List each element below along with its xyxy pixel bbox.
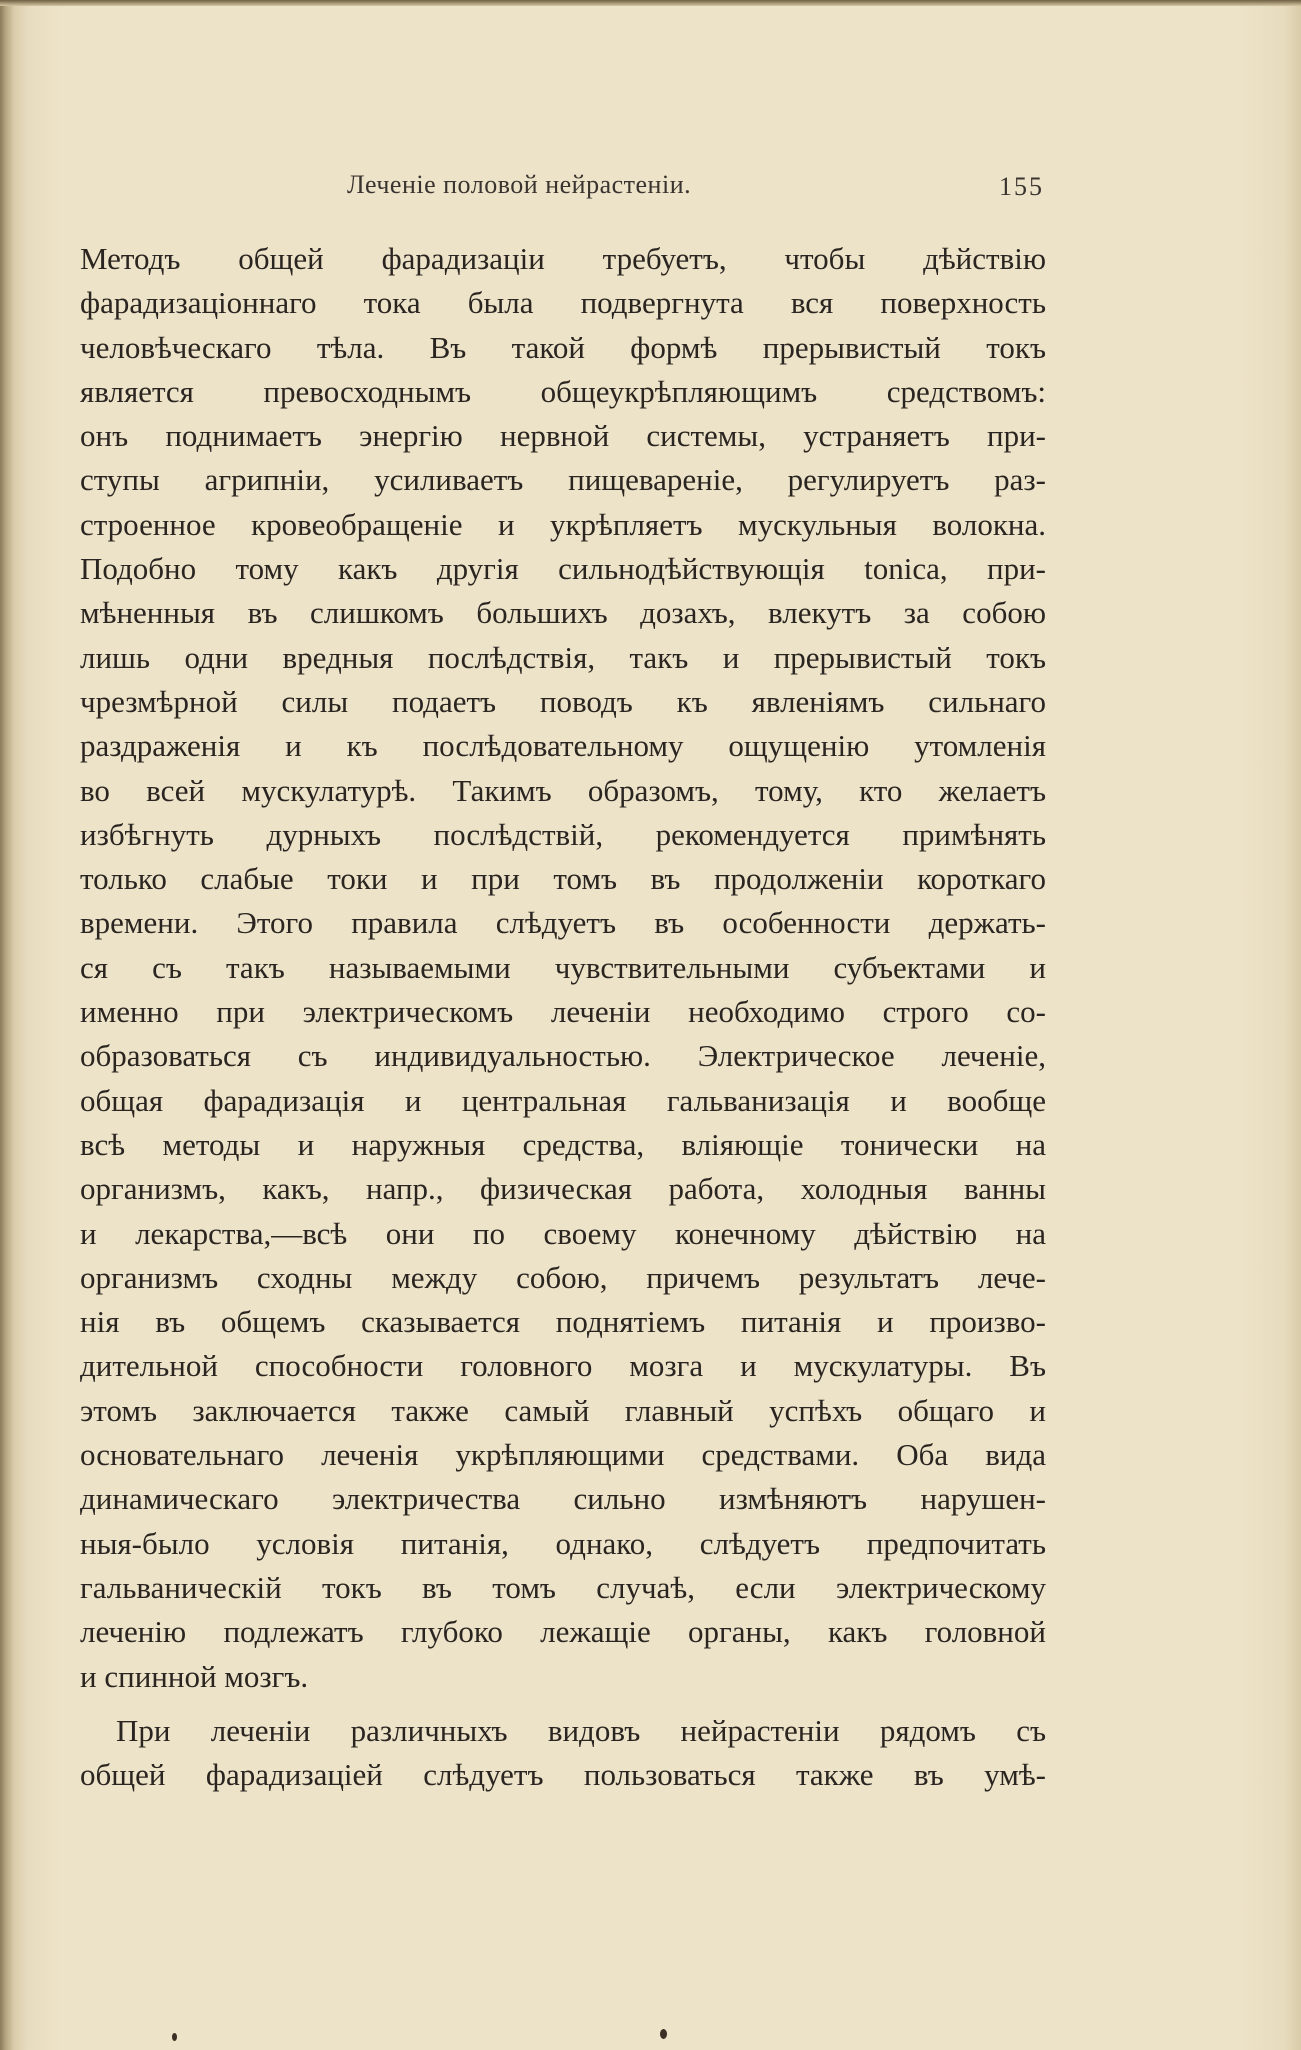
text-line: ся съ такъ называемыми чувствительными субъектами и bbox=[80, 949, 1046, 985]
running-title: Леченіе половой нейрастеніи. bbox=[347, 170, 692, 199]
text-line: строенное кровеобращеніе и укрѣпляетъ мускульныя волокна. bbox=[80, 506, 1046, 542]
text-line: Методъ общей фарадизаціи требуетъ, чтобы дѣйствію bbox=[80, 241, 1046, 276]
text-line: мѣненныя въ слишкомъ большихъ дозахъ, влекутъ за собою bbox=[80, 595, 1046, 631]
ink-speck bbox=[660, 2029, 667, 2039]
body-text bbox=[80, 237, 1046, 1797]
text-line: гальваническій токъ въ томъ случаѣ, если электрическому bbox=[80, 1569, 1046, 1605]
text-line: и спинной мозгъ. bbox=[80, 1658, 309, 1694]
text-line: образоваться съ индивидуальностью. Электрическое леченіе, bbox=[80, 1038, 1046, 1074]
text-line: основательнаго леченія укрѣпляющими средствами. Оба вида bbox=[80, 1437, 1046, 1473]
text-line: леченію подлежатъ глубоко лежащіе органы, какъ головной bbox=[80, 1614, 1046, 1650]
text-line: Подобно тому какъ другія сильнодѣйствующія tonica, при- bbox=[80, 551, 1046, 587]
page-number: 155 bbox=[999, 172, 1044, 201]
paragraph-gap bbox=[80, 1699, 1046, 1709]
text-line: избѣгнуть дурныхъ послѣдствій, рекомендуется примѣнять bbox=[80, 816, 1046, 852]
text-line: времени. Этого правила слѣдуетъ въ особенности держать- bbox=[80, 905, 1046, 941]
text-line: только слабые токи и при томъ въ продолженіи короткаго bbox=[80, 861, 1046, 897]
text-line: При леченіи различныхъ видовъ нейрастеніи рядомъ съ bbox=[116, 1712, 1046, 1748]
text-line: ступы агрипніи, усиливаетъ пищевареніе, регулируетъ раз- bbox=[80, 462, 1046, 498]
text-line: всѣ методы и наружныя средства, вліяющіе тонически на bbox=[80, 1126, 1046, 1162]
text-line: является превосходнымъ общеукрѣпляющимъ средствомъ: bbox=[80, 373, 1046, 409]
text-line: дительной способности головного мозга и мускулатуры. Въ bbox=[80, 1348, 1046, 1384]
text-line: чрезмѣрной силы подаетъ поводъ къ явленіямъ сильнаго bbox=[80, 683, 1046, 719]
text-line: нія въ общемъ сказывается поднятіемъ питанія и произво- bbox=[80, 1304, 1046, 1340]
text-line: организмъ, какъ, напр., физическая работа, холодныя ванны bbox=[80, 1171, 1046, 1207]
text-line: динамическаго электричества сильно измѣняютъ нарушен- bbox=[80, 1481, 1046, 1517]
text-line: ныя-было условія питанія, однако, слѣдуетъ предпочитать bbox=[80, 1525, 1046, 1561]
text-line: общей фарадизаціей слѣдуетъ пользоваться также въ умѣ- bbox=[80, 1757, 1046, 1793]
paragraph-2 bbox=[80, 1709, 1046, 1798]
text-line: человѣческаго тѣла. Въ такой формѣ прерывистый токъ bbox=[80, 329, 1046, 365]
text-line: лишь одни вредныя послѣдствія, такъ и прерывистый токъ bbox=[80, 639, 1046, 675]
text-line: общая фарадизація и центральная гальванизація и вообще bbox=[80, 1082, 1046, 1118]
text-line: и лекарства,—всѣ они по своему конечному дѣйствію на bbox=[80, 1215, 1046, 1251]
text-line: этомъ заключается также самый главный успѣхъ общаго и bbox=[80, 1392, 1046, 1428]
page-header bbox=[0, 170, 1301, 210]
text-line: именно при электрическомъ леченіи необходимо строго со- bbox=[80, 994, 1046, 1030]
text-line: раздраженія и къ послѣдовательному ощущенію утомленія bbox=[80, 728, 1046, 764]
ink-speck bbox=[172, 2033, 177, 2041]
text-line: онъ поднимаетъ энергію нервной системы, устраняетъ при- bbox=[80, 418, 1046, 454]
text-line: организмъ сходны между собою, причемъ результатъ лече- bbox=[80, 1259, 1046, 1295]
page-top-edge bbox=[0, 0, 1301, 6]
paragraph-1 bbox=[80, 237, 1046, 1699]
text-line: во всей мускулатурѣ. Такимъ образомъ, тому, кто желаетъ bbox=[80, 772, 1046, 808]
text-line: фарадизаціоннаго тока была подвергнута вся поверхность bbox=[80, 285, 1046, 321]
